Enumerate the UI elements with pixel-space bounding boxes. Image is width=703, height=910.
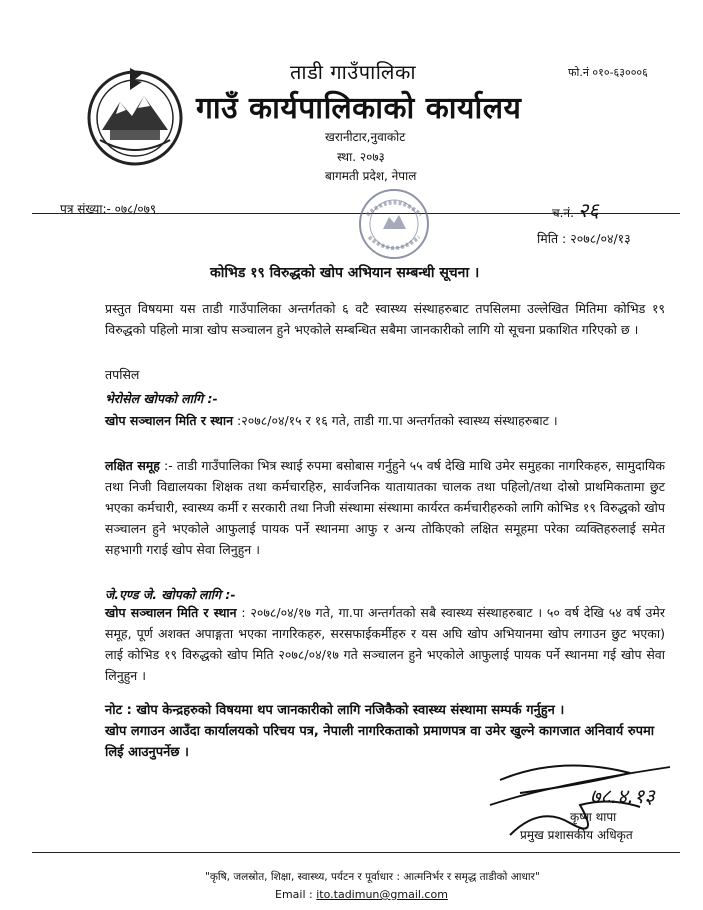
dispatch-label: च.नं.	[552, 206, 574, 220]
svg-text:७८.४.१३: ७८.४.१३	[590, 784, 655, 808]
schedule-text: :२०७८/०४/१५ र १६ गते, ताडी गा.पा अन्तर्गतको स्वास्थ्य संस्थाहरुबाट ।	[233, 413, 558, 428]
schedule-label: खोप सञ्चालन मिति र स्थान	[105, 413, 234, 428]
established-year: स्था. २०७३	[337, 150, 385, 164]
office-address: खरानीटार,नुवाकोट	[325, 130, 406, 144]
target-group-text: :- ताडी गाउँपालिका भित्र स्थाई रुपमा बसोबास गर्नुहुने ५५ वर्ष देखि माथि उमेर समुहका नागरिकहरु, सामुदायिक तथा निजी विद्यालयका शिक्षक तथा कर्मचारहिरु, सार्वजनिक यातायातका चालक तथा पहिलो/तथा दोस्रो प्राथमिकतामा छुट भएका कर्मचारी, स्वास्थ्य कर्मी र सरकारी तथा निजी संस्थामा संस्थामा कार्यरत कर्मचारीहरुको लागि कोभिड १९ विरुद्धको खोप सञ्चालन हुने भएकोले आफुलाई पायक पर्ने स्थानमा आफु र अन्य तोकिएको लक्षित समूहमा परेका व्यक्तिहरुलाई समेत सहभागी गराई खोप सेवा लिनुहुन ।	[105, 458, 665, 557]
official-stamp-icon	[355, 185, 433, 263]
footer-email	[275, 888, 448, 901]
phone-number: फो.नं ०१०-६३०००६	[568, 66, 648, 79]
footer-motto: "कृषि, जलस्रोत, शिक्षा, स्वास्थ्य, पर्यटन र पूर्वाधार : आत्मनिर्भर र समृद्ध ताडीको आधार"	[205, 871, 540, 883]
target-group-label: लक्षित समूह	[105, 458, 160, 473]
verocell-schedule	[105, 410, 665, 431]
jj-schedule	[105, 602, 665, 686]
province: बागमती प्रदेश, नेपाल	[325, 169, 417, 183]
jj-section-title: जे.एण्ड जे. खोपको लागि :-	[105, 587, 236, 602]
note-line-1: नोट : खोप केन्द्रहरुको विषयमा थप जानकारीको लागि नजिकैको स्वास्थ्य संस्थामा सम्पर्क गर्नुहुन ।	[105, 703, 565, 718]
intro-paragraph: प्रस्तुत विषयमा यस ताडी गाउँपालिका अन्तर्गतको ६ वटै स्वास्थ्य संस्थाहरुबाट तपसिलमा उल्लेखित मितिमा कोभिड १९ विरुद्धको पहिलो मात्रा खोप सञ्चालन हुने भएकोले सम्बन्धित सबैमा जानकारीको लागि यो सूचना प्रकाशित गरिएको छ ।	[105, 301, 665, 337]
reference-number: पत्र संख्या:- ०७८/०७९	[60, 202, 157, 216]
office-title: गाउँ कार्यपालिकाको कार्यालय	[196, 91, 522, 126]
municipality-logo-icon	[80, 60, 190, 170]
email-link[interactable]: ito.tadimun@gmail.com	[316, 888, 448, 901]
notice-title: कोभिड १९ विरुद्धको खोप अभियान सम्बन्धी सूचना ।	[210, 265, 480, 281]
footer-divider	[32, 852, 680, 853]
dispatch-value: २६	[577, 198, 599, 222]
verocell-section-title: भेरोसेल खोपको लागि :-	[105, 391, 218, 406]
signatory-name: कृष्ण थापा	[570, 810, 617, 824]
jj-schedule-label: खोप सञ्चालन मिति र स्थान	[105, 605, 237, 620]
notice-date: मिति : २०७८/०४/१३	[537, 231, 631, 246]
office-name: ताडी गाउँपालिका	[290, 60, 417, 84]
signatory-title: प्रमुख प्रशासकीय अधिकृत	[520, 828, 633, 842]
jj-schedule-text: : २०७८/०४/१७ गते, गा.पा अन्तर्गतको सबै स्वास्थ्य संस्थाहरुबाट । ५० वर्ष देखि ५४ वर्ष उमेर समूह, पूर्ण अशक्त अपाङ्गता भएका नागरिकहरु, सरसफाईकर्मीहरु र यस अघि खोप अभियानमा खोप लगाउन छुट भएका) लाई कोभिड १९ विरुद्धको खोप मिति २०७८/०४/१७ गते सञ्चालन हुने भएकोले आफुलाई पायक पर्ने स्थानमा गई खोप सेवा लिनुहुन ।	[105, 605, 665, 683]
dispatch-number	[552, 196, 599, 223]
note-line-2: खोप लगाउन आउँदा कार्यालयको परिचय पत्र, नेपाली नागरिकताको प्रमाणपत्र वा उमेर खुल्ने कागजात अनिवार्य रुपमा लिई आउनुपर्नेछ ।	[105, 724, 655, 760]
email-label: Email :	[275, 888, 313, 901]
details-heading: तपसिल	[105, 367, 140, 382]
target-group	[105, 455, 665, 560]
